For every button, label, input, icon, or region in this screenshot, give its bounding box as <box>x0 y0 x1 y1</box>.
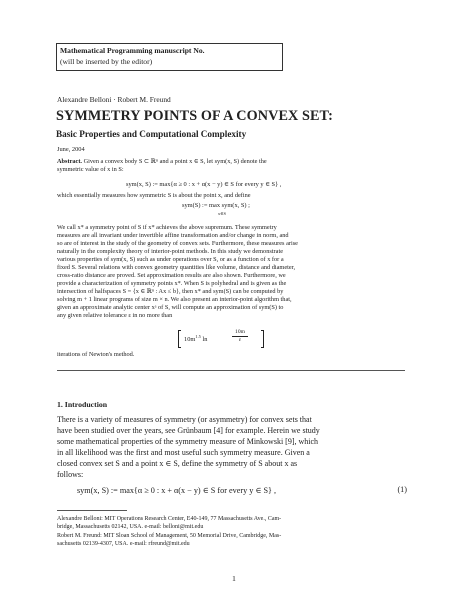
equation-1-number: (1) <box>397 485 407 494</box>
bound-base: 10m <box>184 336 196 344</box>
abstract-para-line: solving m + 1 linear programs of size m × n. We also present an interior-point algorithm that, <box>57 296 292 303</box>
abstract-para-line: provide a characterization of symmetry points x*. When S is polyhedral and is given as the <box>57 280 287 287</box>
bound-expression <box>184 334 207 343</box>
abstract-para-line: fixed S. Several relations with convex geometry quantities like volume, distance and diameter, <box>57 264 296 271</box>
abstract-para-line: naturally in the complexity theory of interior-point methods. In this study we demonstrate <box>57 248 283 255</box>
bound-fraction <box>232 329 248 344</box>
manuscript-label: Mathematical Programming manuscript No. <box>60 46 205 55</box>
manuscript-header-box <box>56 43 283 71</box>
intro-line: closed convex set S and a point x ∈ S, define the symmetry of S about x as <box>57 459 298 468</box>
abstract-after-line: iterations of Newton's method. <box>57 351 135 358</box>
footnote-line: sachusetts 02139-4307, USA. e-mail: rfreund@mit.edu <box>57 541 190 547</box>
paper-date: June, 2004 <box>57 146 85 153</box>
paper-title: SYMMETRY POINTS OF A CONVEX SET: <box>56 108 333 124</box>
left-ceiling-bracket <box>178 330 181 348</box>
bound-ln: ln <box>200 336 208 344</box>
eq2-subscript: x∈S <box>218 211 226 216</box>
authors: Alexandre Belloni · Robert M. Freund <box>57 95 171 104</box>
abstract-equation-sym-x: sym(x, S) := max{α ≥ 0 : x + α(x − y) ∈ S for every y ∈ S} , <box>126 181 282 188</box>
abstract-para-line: measures are all invariant under invertible affine transformation and/or change in norm, and <box>57 232 289 239</box>
footnote-divider <box>57 510 127 511</box>
abstract-line-2: symmetric value of x in S: <box>57 166 124 173</box>
abstract-equation-sym-s <box>182 202 250 209</box>
intro-line: There is a variety of measures of symmetry (or asymmetry) for convex sets that <box>57 415 312 424</box>
footnote-line: Alexandre Belloni: MIT Operations Research Center, E40-149, 77 Massachusetts Ave., Cam- <box>57 516 282 522</box>
section-heading-introduction: 1. Introduction <box>57 400 108 409</box>
abstract-label: Abstract. <box>57 158 83 165</box>
bound-exponent: 1.5 <box>195 334 201 339</box>
footnote-line: bridge, Massachusetts 02142, USA. e-mail: belloni@mit.edu <box>57 524 204 530</box>
eq2-left: sym(S) := max <box>182 202 221 209</box>
footnote-line: Robert M. Freund: MIT Sloan School of Management, 50 Memorial Drive, Cambridge, Mas- <box>57 533 282 539</box>
right-ceiling-bracket <box>261 330 264 348</box>
abstract-para-line: given an approximate analytic center xᵃ of S, will compute an approximation of sym(S) to <box>57 304 284 311</box>
abstract-para-line: any given relative tolerance ε in no more than <box>57 312 173 319</box>
paper-subtitle: Basic Properties and Computational Complexity <box>56 129 247 139</box>
equation-1-body: sym(x, S) := max{α ≥ 0 : x + α(x − y) ∈ S for every y ∈ S} , <box>77 486 277 495</box>
abstract-para-line: various properties of sym(x, S) such as under operations over S, or as a function of x for a <box>57 256 284 263</box>
editor-note: (will be inserted by the editor) <box>60 57 153 66</box>
intro-line: follows: <box>57 470 84 479</box>
abstract-divider <box>57 370 405 371</box>
abstract-text-1: Given a convex body S ⊂ ℝⁿ and a point x ∈ S, let sym(x, S) denote the <box>83 158 267 165</box>
abstract-para-line: cross-ratio distance are proved. Set approximation results are also shown. Furthermore, we <box>57 272 286 279</box>
intro-line: some mathematical properties of the symmetry measure of Minkowski [9], which <box>57 437 319 446</box>
abstract-line-3: which essentially measures how symmetric S is about the point x, and define <box>57 192 251 199</box>
intro-line: in all likelihood was the first and most useful such symmetry measure. Given a <box>57 448 310 457</box>
eq2-right: sym(x, S) ; <box>221 202 250 209</box>
complexity-bound-equation <box>178 330 264 348</box>
abstract-para-line: We call x* a symmetry point of S if x* achieves the above supremum. These symmetry <box>57 224 277 231</box>
intro-line: have been studied over the years, see Grünbaum [4] for example. Herein we study <box>57 426 320 435</box>
abstract-para-line: so are of interest in the study of the geometry of convex sets. Furthermore, these measures arise <box>57 240 298 247</box>
fraction-denominator: ε <box>238 337 242 343</box>
fraction-numerator: 10m <box>232 329 248 337</box>
page-number: 1 <box>232 574 236 583</box>
abstract-para-line: intersection of halfspaces S = {x ∈ ℝⁿ : Ax ≤ b}, then x* and sym(S) can be computed by <box>57 288 284 295</box>
abstract-line-1 <box>57 158 400 166</box>
